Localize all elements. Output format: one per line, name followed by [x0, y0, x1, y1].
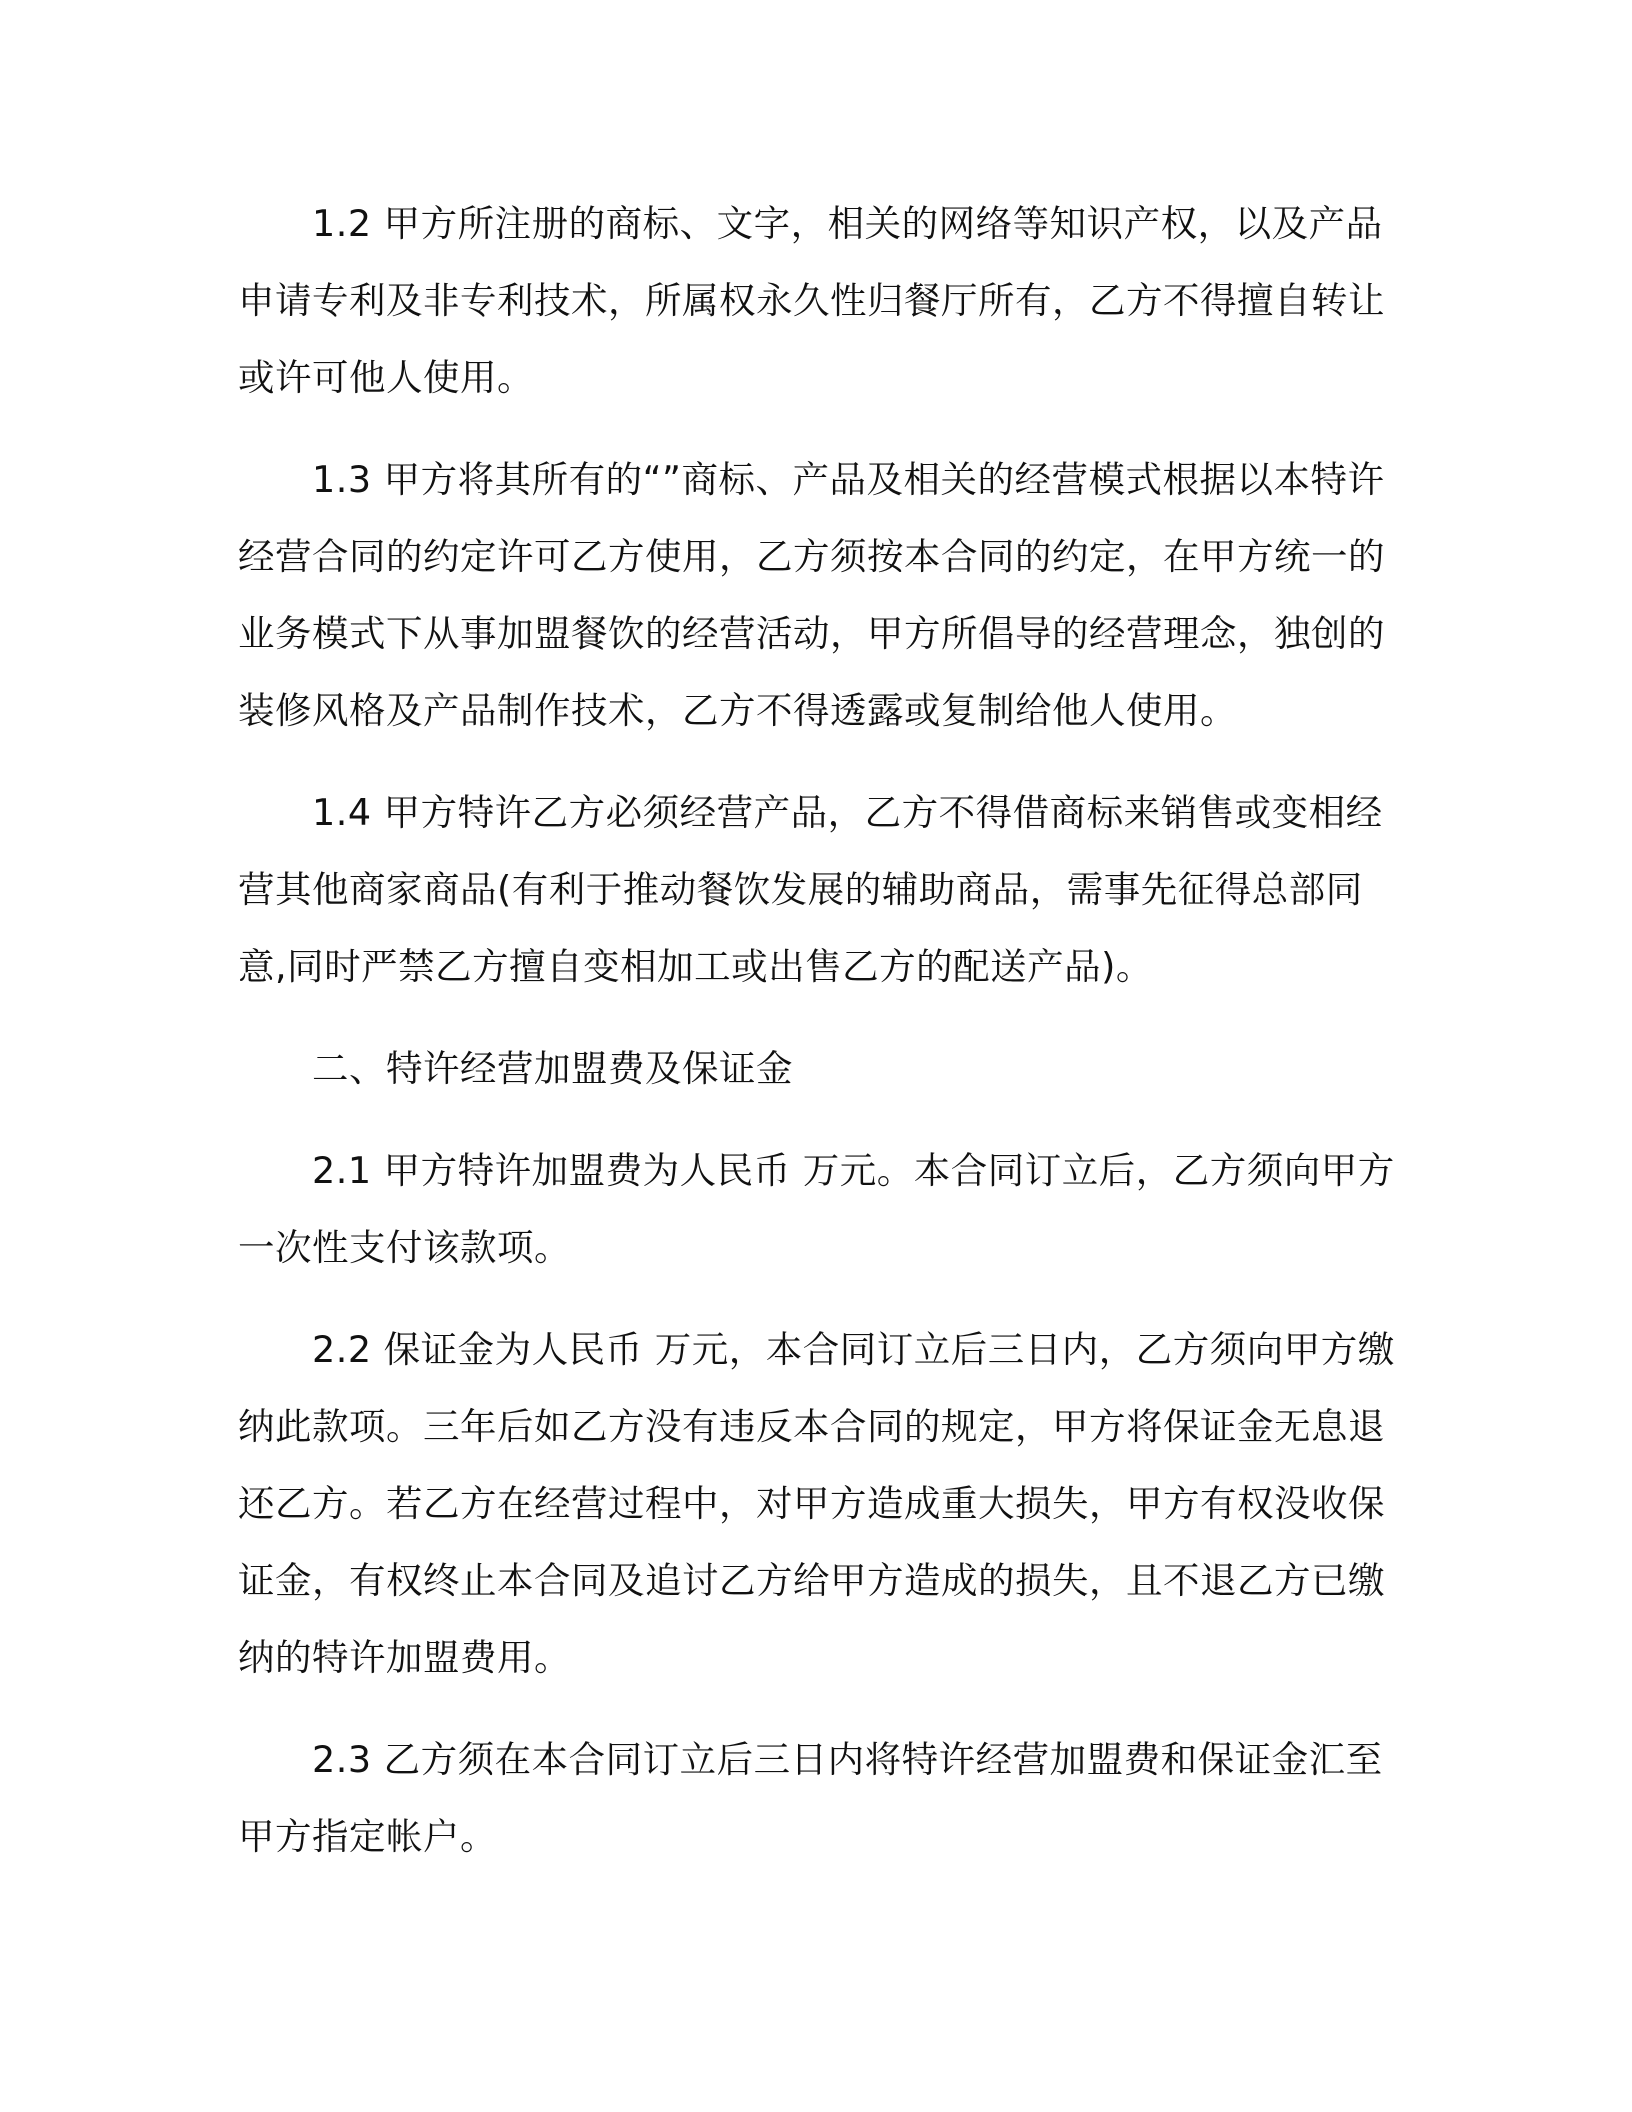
- document-body: [238, 185, 1398, 1875]
- clause-2-1: 2.1 甲方特许加盟费为人民币 万元。本合同订立后，乙方须向甲方一次性支付该款项。: [238, 1149, 1395, 1269]
- clause-2-3: 2.3 乙方须在本合同订立后三日内将特许经营加盟费和保证金汇至甲方指定帐户。: [238, 1738, 1383, 1858]
- clause-1-4: 1.4 甲方特许乙方必须经营产品，乙方不得借商标来销售或变相经营其他商家商品(有利于推动餐饮发展的辅助商品，需事先征得总部同意,同时严禁乙方擅自变相加工或出售乙方的配送产品)。: [238, 791, 1383, 988]
- clause-1-2: 1.2 甲方所注册的商标、文字，相关的网络等知识产权，以及产品申请专利及非专利技术，所属权永久性归餐厅所有，乙方不得擅自转让或许可他人使用。: [238, 202, 1385, 399]
- clause-1-3: 1.3 甲方将其所有的“”商标、产品及相关的经营模式根据以本特许经营合同的约定许可乙方使用，乙方须按本合同的约定，在甲方统一的业务模式下从事加盟餐饮的经营活动，甲方所倡导的经营理念，独创的装修风格及产品制作技术，乙方不得透露或复制给他人使用。: [238, 458, 1385, 732]
- section-heading: 二、特许经营加盟费及保证金: [312, 1047, 793, 1090]
- clause-2-2: 2.2 保证金为人民币 万元，本合同订立后三日内，乙方须向甲方缴纳此款项。三年后如乙方没有违反本合同的规定，甲方将保证金无息退还乙方。若乙方在经营过程中，对甲方造成重大损失，甲方有权没收保证金，有权终止本合同及追讨乙方给甲方造成的损失，且不退乙方已缴纳的特许加盟费用。: [238, 1328, 1395, 1679]
